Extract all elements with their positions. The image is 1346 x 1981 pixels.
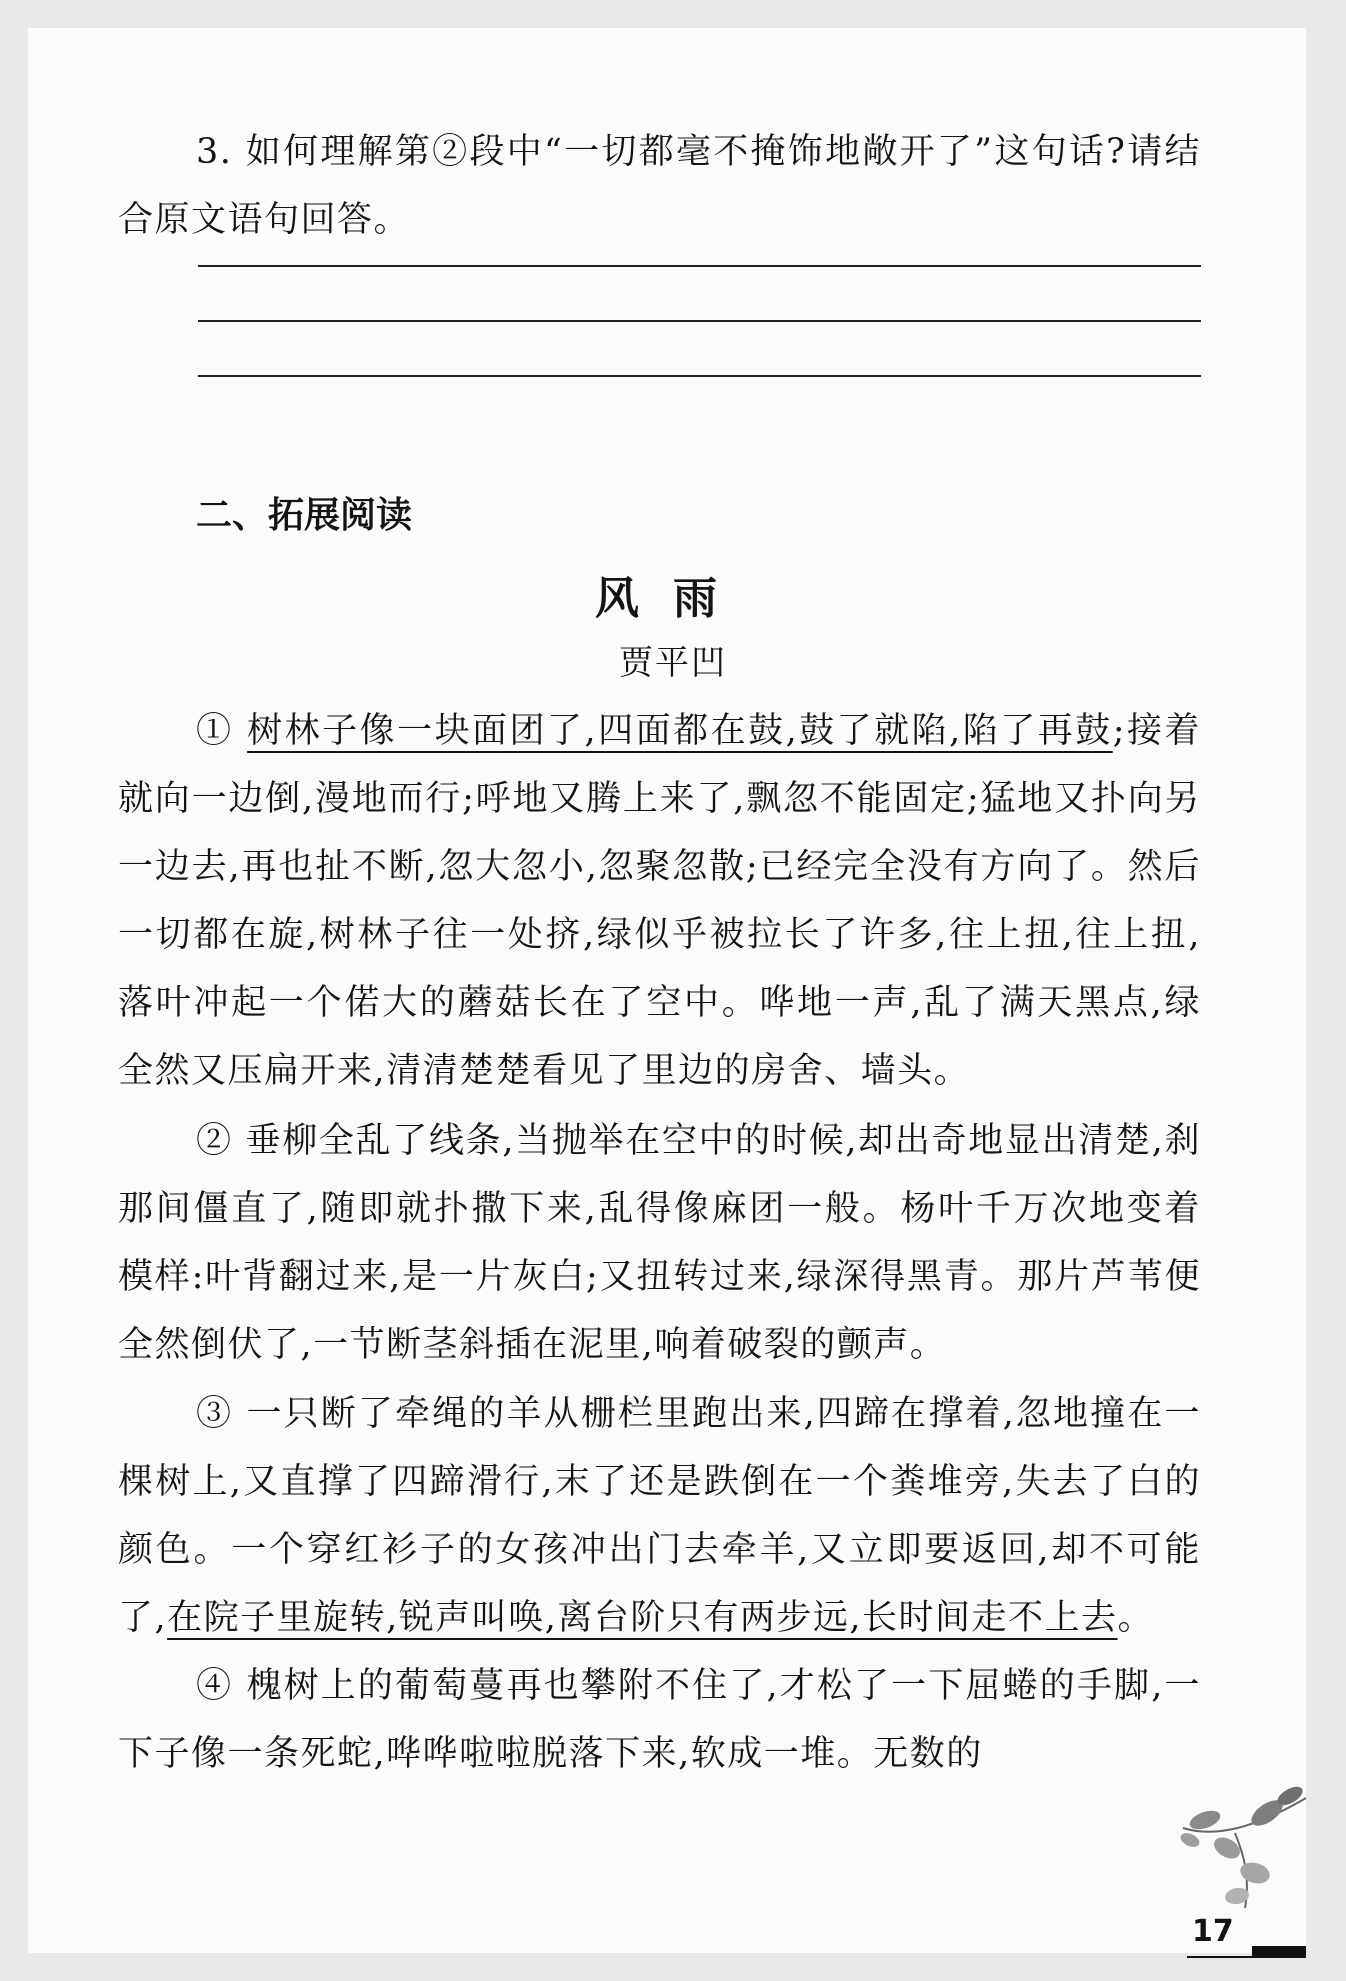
paragraph-4 [118, 1652, 1201, 1788]
paragraph-1-marker: ① [196, 711, 234, 751]
leaf-decoration-icon [1175, 1778, 1306, 1913]
paragraph-3-marker: ③ [196, 1394, 234, 1434]
article-title: 风雨 [595, 573, 751, 624]
paragraph-3-end: 。 [1117, 1598, 1155, 1638]
answer-line-2 [198, 320, 1201, 322]
article-author: 贾平凹 [619, 643, 727, 683]
answer-line-1 [198, 265, 1201, 267]
section-heading: 二、拓展阅读 [196, 495, 413, 536]
answer-line-3 [198, 375, 1201, 377]
paragraph-4-text: 槐树上的葡萄蔓再也攀附不住了,才松了一下屈蜷的手脚,一下子像一条死蛇,哗哗啦啦脱落下来,软成一堆。无数的 [118, 1666, 1201, 1774]
question-3 [118, 118, 1201, 254]
paragraph-1 [118, 697, 1201, 1105]
paragraph-2 [118, 1107, 1201, 1379]
question-3-text: 3. 如何理解第②段中“一切都毫不掩饰地敞开了”这句话?请结合原文语句回答。 [118, 132, 1201, 240]
page-number-rule [1187, 1956, 1306, 1958]
paragraph-3-underlined: 在院子里旋转,锐声叫唤,离台阶只有两步远,长时间走不上去 [167, 1598, 1118, 1638]
paragraph-2-text: 垂柳全乱了线条,当抛举在空中的时候,却出奇地显出清楚,刹那间僵直了,随即就扑撒下来,乱得像麻团一般。杨叶千万次地变着模样:叶背翻过来,是一片灰白;又扭转过来,绿深得黑青。那片芦苇便全然倒伏了,一节断茎斜插在泥里,响着破裂的颤声。 [118, 1121, 1201, 1365]
paragraph-3-text: 一只断了牵绳的羊从栅栏里跑出来,四蹄在撑着,忽地撞在一棵树上,又直撑了四蹄滑行,末了还是跌倒在一个粪堆旁,失去了白的颜色。一个穿红衫子的女孩冲出门去牵羊,又立即要返回,却不可能了, [118, 1394, 1201, 1638]
paragraph-1-text: ;接着就向一边倒,漫地而行;呼地又腾上来了,飘忽不能固定;猛地又扑向另一边去,再也扯不断,忽大忽小,忽聚忽散;已经完全没有方向了。然后一切都在旋,树林子往一处挤,绿似乎被拉长了许多,往上扭,往上扭,落叶冲起一个偌大的蘑菇长在了空中。哗地一声,乱了满天黑点,绿全然又压扁开来,清清楚楚看见了里边的房舍、墙头。 [118, 711, 1201, 1091]
paragraph-4-marker: ④ [196, 1666, 234, 1706]
paragraph-3 [118, 1380, 1201, 1652]
paragraph-1-underlined: 树林子像一块面团了,四面都在鼓,鼓了就陷,陷了再鼓 [247, 711, 1113, 751]
paragraph-2-marker: ② [196, 1121, 233, 1161]
page-number: 17 [1192, 1914, 1234, 1949]
